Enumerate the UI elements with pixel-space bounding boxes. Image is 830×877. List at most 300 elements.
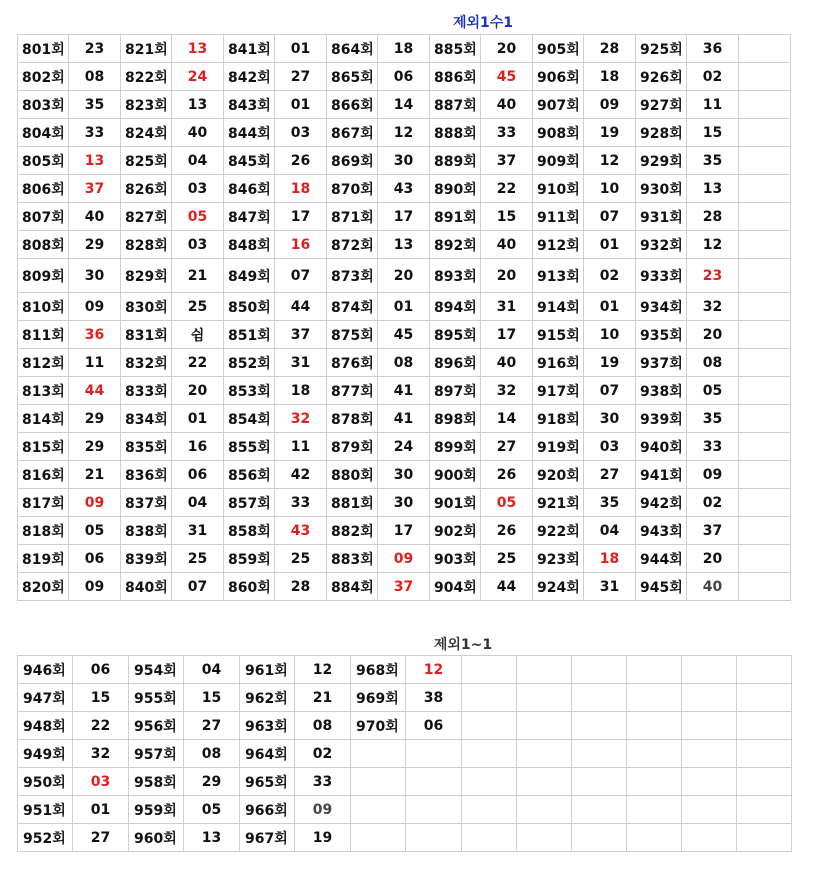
number-cell: 31 <box>172 517 224 545</box>
number-cell: 13 <box>184 824 240 852</box>
round-cell: 914회 <box>533 293 584 321</box>
number-cell: 24 <box>378 433 430 461</box>
empty-cell <box>627 796 682 824</box>
number-cell: 02 <box>687 63 739 91</box>
number-cell: 32 <box>481 377 533 405</box>
number-cell: 37 <box>275 321 327 349</box>
number-cell: 32 <box>275 405 327 433</box>
round-cell: 901회 <box>430 489 481 517</box>
number-cell: 37 <box>687 517 739 545</box>
round-cell: 825회 <box>121 147 172 175</box>
number-cell: 36 <box>687 35 739 63</box>
round-cell: 864회 <box>327 35 378 63</box>
number-cell: 25 <box>481 545 533 573</box>
round-cell: 867회 <box>327 119 378 147</box>
draw-results-table-1 <box>17 34 791 601</box>
round-cell: 852회 <box>224 349 275 377</box>
round-cell: 951회 <box>18 796 73 824</box>
number-cell: 37 <box>378 573 430 601</box>
round-cell: 913회 <box>533 259 584 293</box>
number-cell: 13 <box>172 35 224 63</box>
number-cell: 12 <box>295 656 351 684</box>
number-cell: 18 <box>584 63 636 91</box>
number-cell: 36 <box>69 321 121 349</box>
round-cell: 866회 <box>327 91 378 119</box>
empty-cell <box>627 712 682 740</box>
number-cell: 05 <box>69 517 121 545</box>
number-cell: 09 <box>295 796 351 824</box>
number-cell: 06 <box>73 656 129 684</box>
empty-cell <box>572 768 627 796</box>
round-cell: 830회 <box>121 293 172 321</box>
number-cell: 22 <box>73 712 129 740</box>
empty-cell <box>517 740 572 768</box>
round-cell: 890회 <box>430 175 481 203</box>
empty-cell <box>737 656 792 684</box>
number-cell: 08 <box>378 349 430 377</box>
round-cell: 929회 <box>636 147 687 175</box>
round-cell: 845회 <box>224 147 275 175</box>
number-cell: 28 <box>275 573 327 601</box>
number-cell: 01 <box>172 405 224 433</box>
empty-cell <box>462 824 517 852</box>
round-cell: 808회 <box>18 231 69 259</box>
empty-cell <box>739 259 791 293</box>
round-cell: 879회 <box>327 433 378 461</box>
round-cell: 833회 <box>121 377 172 405</box>
round-cell: 858회 <box>224 517 275 545</box>
number-cell: 09 <box>69 293 121 321</box>
round-cell: 853회 <box>224 377 275 405</box>
empty-cell <box>737 740 792 768</box>
round-cell: 963회 <box>240 712 295 740</box>
number-cell: 41 <box>378 377 430 405</box>
round-cell: 966회 <box>240 796 295 824</box>
round-cell: 946회 <box>18 656 73 684</box>
round-cell: 869회 <box>327 147 378 175</box>
number-cell: 13 <box>172 91 224 119</box>
empty-cell <box>739 231 791 259</box>
round-cell: 838회 <box>121 517 172 545</box>
number-cell: 43 <box>275 517 327 545</box>
table-row <box>18 796 792 824</box>
number-cell: 37 <box>69 175 121 203</box>
number-cell: 19 <box>295 824 351 852</box>
number-cell: 28 <box>584 35 636 63</box>
round-cell: 969회 <box>351 684 406 712</box>
number-cell: 40 <box>69 203 121 231</box>
round-cell: 898회 <box>430 405 481 433</box>
round-cell: 942회 <box>636 489 687 517</box>
number-cell: 17 <box>275 203 327 231</box>
table-row <box>18 573 791 601</box>
number-cell: 35 <box>69 91 121 119</box>
number-cell: 19 <box>584 349 636 377</box>
number-cell: 29 <box>184 768 240 796</box>
number-cell: 09 <box>687 461 739 489</box>
round-cell: 820회 <box>18 573 69 601</box>
table-row <box>18 768 792 796</box>
empty-cell <box>737 684 792 712</box>
empty-cell <box>739 489 791 517</box>
round-cell: 888회 <box>430 119 481 147</box>
number-cell: 40 <box>687 573 739 601</box>
table-row <box>18 259 791 293</box>
round-cell: 895회 <box>430 321 481 349</box>
number-cell: 45 <box>378 321 430 349</box>
number-cell: 01 <box>275 91 327 119</box>
round-cell: 943회 <box>636 517 687 545</box>
round-cell: 886회 <box>430 63 481 91</box>
round-cell: 834회 <box>121 405 172 433</box>
empty-cell <box>737 768 792 796</box>
round-cell: 826회 <box>121 175 172 203</box>
table-row <box>18 489 791 517</box>
number-cell: 08 <box>687 349 739 377</box>
round-cell: 835회 <box>121 433 172 461</box>
number-cell: 06 <box>69 545 121 573</box>
empty-cell <box>406 740 462 768</box>
number-cell: 40 <box>481 91 533 119</box>
empty-cell <box>406 824 462 852</box>
round-cell: 957회 <box>129 740 184 768</box>
number-cell: 26 <box>481 517 533 545</box>
round-cell: 843회 <box>224 91 275 119</box>
number-cell: 20 <box>481 35 533 63</box>
empty-cell <box>572 824 627 852</box>
table-row <box>18 147 791 175</box>
section2-title: 제외1~1 <box>433 637 493 653</box>
table-row <box>18 35 791 63</box>
round-cell: 922회 <box>533 517 584 545</box>
round-cell: 844회 <box>224 119 275 147</box>
round-cell: 931회 <box>636 203 687 231</box>
round-cell: 938회 <box>636 377 687 405</box>
round-cell: 964회 <box>240 740 295 768</box>
round-cell: 855회 <box>224 433 275 461</box>
empty-cell <box>572 684 627 712</box>
round-cell: 893회 <box>430 259 481 293</box>
empty-cell <box>739 573 791 601</box>
empty-cell <box>462 768 517 796</box>
number-cell: 14 <box>378 91 430 119</box>
number-cell: 11 <box>69 349 121 377</box>
number-cell: 01 <box>73 796 129 824</box>
round-cell: 891회 <box>430 203 481 231</box>
empty-cell <box>739 91 791 119</box>
number-cell: 35 <box>584 489 636 517</box>
number-cell: 01 <box>275 35 327 63</box>
round-cell: 812회 <box>18 349 69 377</box>
empty-cell <box>739 545 791 573</box>
round-cell: 856회 <box>224 461 275 489</box>
number-cell: 04 <box>584 517 636 545</box>
round-cell: 828회 <box>121 231 172 259</box>
round-cell: 846회 <box>224 175 275 203</box>
number-cell: 12 <box>406 656 462 684</box>
number-cell: 30 <box>69 259 121 293</box>
table-row <box>18 712 792 740</box>
number-cell: 33 <box>275 489 327 517</box>
table-row <box>18 433 791 461</box>
round-cell: 926회 <box>636 63 687 91</box>
number-cell: 25 <box>172 545 224 573</box>
number-cell: 11 <box>687 91 739 119</box>
empty-cell <box>462 740 517 768</box>
empty-cell <box>737 824 792 852</box>
empty-cell <box>572 796 627 824</box>
number-cell: 42 <box>275 461 327 489</box>
number-cell: 44 <box>69 377 121 405</box>
round-cell: 860회 <box>224 573 275 601</box>
number-cell: 44 <box>481 573 533 601</box>
round-cell: 903회 <box>430 545 481 573</box>
empty-cell <box>739 405 791 433</box>
round-cell: 804회 <box>18 119 69 147</box>
number-cell: 24 <box>172 63 224 91</box>
number-cell: 15 <box>73 684 129 712</box>
number-cell: 20 <box>687 545 739 573</box>
number-cell: 27 <box>184 712 240 740</box>
empty-cell <box>517 768 572 796</box>
number-cell: 07 <box>275 259 327 293</box>
table-row <box>18 740 792 768</box>
round-cell: 935회 <box>636 321 687 349</box>
number-cell: 쉼 <box>172 321 224 349</box>
empty-cell <box>682 656 737 684</box>
round-cell: 859회 <box>224 545 275 573</box>
number-cell: 14 <box>481 405 533 433</box>
number-cell: 29 <box>69 405 121 433</box>
number-cell: 33 <box>481 119 533 147</box>
number-cell: 03 <box>172 231 224 259</box>
number-cell: 16 <box>275 231 327 259</box>
round-cell: 818회 <box>18 517 69 545</box>
round-cell: 854회 <box>224 405 275 433</box>
round-cell: 941회 <box>636 461 687 489</box>
number-cell: 26 <box>481 461 533 489</box>
number-cell: 18 <box>275 377 327 405</box>
number-cell: 05 <box>172 203 224 231</box>
empty-cell <box>462 684 517 712</box>
empty-cell <box>682 796 737 824</box>
round-cell: 932회 <box>636 231 687 259</box>
round-cell: 865회 <box>327 63 378 91</box>
round-cell: 910회 <box>533 175 584 203</box>
round-cell: 959회 <box>129 796 184 824</box>
round-cell: 884회 <box>327 573 378 601</box>
number-cell: 29 <box>69 433 121 461</box>
number-cell: 13 <box>687 175 739 203</box>
round-cell: 885회 <box>430 35 481 63</box>
round-cell: 871회 <box>327 203 378 231</box>
round-cell: 803회 <box>18 91 69 119</box>
table-row <box>18 377 791 405</box>
round-cell: 911회 <box>533 203 584 231</box>
round-cell: 940회 <box>636 433 687 461</box>
number-cell: 12 <box>378 119 430 147</box>
empty-cell <box>737 796 792 824</box>
round-cell: 945회 <box>636 573 687 601</box>
empty-cell <box>739 433 791 461</box>
round-cell: 849회 <box>224 259 275 293</box>
number-cell: 32 <box>73 740 129 768</box>
number-cell: 32 <box>687 293 739 321</box>
number-cell: 08 <box>184 740 240 768</box>
number-cell: 09 <box>584 91 636 119</box>
number-cell: 03 <box>172 175 224 203</box>
table-row <box>18 231 791 259</box>
round-cell: 970회 <box>351 712 406 740</box>
round-cell: 832회 <box>121 349 172 377</box>
number-cell: 10 <box>584 175 636 203</box>
round-cell: 961회 <box>240 656 295 684</box>
round-cell: 877회 <box>327 377 378 405</box>
round-cell: 947회 <box>18 684 73 712</box>
number-cell: 07 <box>172 573 224 601</box>
empty-cell <box>682 824 737 852</box>
number-cell: 02 <box>687 489 739 517</box>
number-cell: 35 <box>687 147 739 175</box>
number-cell: 21 <box>295 684 351 712</box>
empty-cell <box>517 712 572 740</box>
number-cell: 27 <box>584 461 636 489</box>
number-cell: 33 <box>295 768 351 796</box>
round-cell: 851회 <box>224 321 275 349</box>
round-cell: 925회 <box>636 35 687 63</box>
number-cell: 20 <box>481 259 533 293</box>
round-cell: 908회 <box>533 119 584 147</box>
empty-cell <box>739 119 791 147</box>
number-cell: 40 <box>481 231 533 259</box>
round-cell: 883회 <box>327 545 378 573</box>
draw-results-table-2 <box>17 655 792 852</box>
round-cell: 878회 <box>327 405 378 433</box>
table-row <box>18 684 792 712</box>
round-cell: 887회 <box>430 91 481 119</box>
round-cell: 896회 <box>430 349 481 377</box>
number-cell: 30 <box>378 147 430 175</box>
empty-cell <box>351 768 406 796</box>
number-cell: 31 <box>481 293 533 321</box>
number-cell: 04 <box>172 489 224 517</box>
round-cell: 967회 <box>240 824 295 852</box>
empty-cell <box>406 796 462 824</box>
round-cell: 965회 <box>240 768 295 796</box>
number-cell: 05 <box>184 796 240 824</box>
round-cell: 831회 <box>121 321 172 349</box>
round-cell: 819회 <box>18 545 69 573</box>
round-cell: 902회 <box>430 517 481 545</box>
number-cell: 07 <box>584 203 636 231</box>
table-row <box>18 656 792 684</box>
round-cell: 842회 <box>224 63 275 91</box>
empty-cell <box>462 712 517 740</box>
round-cell: 805회 <box>18 147 69 175</box>
number-cell: 15 <box>481 203 533 231</box>
table-row <box>18 824 792 852</box>
number-cell: 31 <box>584 573 636 601</box>
round-cell: 817회 <box>18 489 69 517</box>
round-cell: 882회 <box>327 517 378 545</box>
round-cell: 930회 <box>636 175 687 203</box>
round-cell: 874회 <box>327 293 378 321</box>
number-cell: 05 <box>687 377 739 405</box>
empty-cell <box>517 684 572 712</box>
round-cell: 954회 <box>129 656 184 684</box>
number-cell: 04 <box>184 656 240 684</box>
round-cell: 915회 <box>533 321 584 349</box>
round-cell: 924회 <box>533 573 584 601</box>
number-cell: 11 <box>275 433 327 461</box>
number-cell: 01 <box>378 293 430 321</box>
round-cell: 816회 <box>18 461 69 489</box>
number-cell: 27 <box>481 433 533 461</box>
number-cell: 20 <box>378 259 430 293</box>
number-cell: 30 <box>378 489 430 517</box>
round-cell: 939회 <box>636 405 687 433</box>
round-cell: 880회 <box>327 461 378 489</box>
round-cell: 905회 <box>533 35 584 63</box>
round-cell: 968회 <box>351 656 406 684</box>
empty-cell <box>627 824 682 852</box>
empty-cell <box>739 35 791 63</box>
number-cell: 01 <box>584 231 636 259</box>
round-cell: 848회 <box>224 231 275 259</box>
round-cell: 916회 <box>533 349 584 377</box>
table-row <box>18 175 791 203</box>
round-cell: 894회 <box>430 293 481 321</box>
round-cell: 811회 <box>18 321 69 349</box>
round-cell: 952회 <box>18 824 73 852</box>
round-cell: 921회 <box>533 489 584 517</box>
empty-cell <box>739 461 791 489</box>
number-cell: 15 <box>184 684 240 712</box>
round-cell: 950회 <box>18 768 73 796</box>
table-row <box>18 349 791 377</box>
number-cell: 08 <box>295 712 351 740</box>
empty-cell <box>627 768 682 796</box>
number-cell: 13 <box>378 231 430 259</box>
empty-cell <box>739 63 791 91</box>
round-cell: 881회 <box>327 489 378 517</box>
round-cell: 934회 <box>636 293 687 321</box>
round-cell: 919회 <box>533 433 584 461</box>
round-cell: 827회 <box>121 203 172 231</box>
number-cell: 29 <box>69 231 121 259</box>
round-cell: 822회 <box>121 63 172 91</box>
round-cell: 960회 <box>129 824 184 852</box>
empty-cell <box>682 768 737 796</box>
round-cell: 872회 <box>327 231 378 259</box>
number-cell: 09 <box>378 545 430 573</box>
round-cell: 839회 <box>121 545 172 573</box>
number-cell: 43 <box>378 175 430 203</box>
number-cell: 33 <box>69 119 121 147</box>
empty-cell <box>682 740 737 768</box>
empty-cell <box>739 175 791 203</box>
table-row <box>18 63 791 91</box>
round-cell: 829회 <box>121 259 172 293</box>
number-cell: 03 <box>275 119 327 147</box>
number-cell: 44 <box>275 293 327 321</box>
round-cell: 927회 <box>636 91 687 119</box>
round-cell: 944회 <box>636 545 687 573</box>
number-cell: 25 <box>275 545 327 573</box>
round-cell: 955회 <box>129 684 184 712</box>
number-cell: 40 <box>481 349 533 377</box>
number-cell: 30 <box>584 405 636 433</box>
